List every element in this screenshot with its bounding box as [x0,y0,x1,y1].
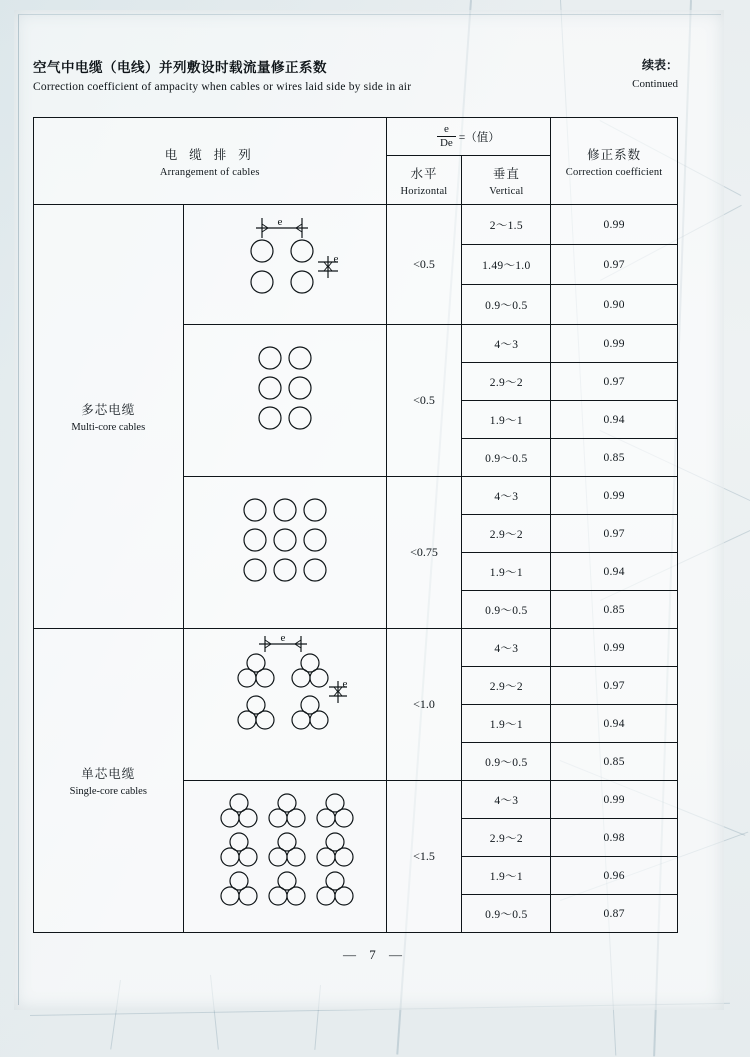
vertical-value: 0.9～0.5 [462,591,551,629]
continued-block [632,56,678,90]
header-vertical-en: Vertical [489,185,524,197]
coefficient-value: 0.97 [551,245,678,285]
header-coefficient-zh: 修正系数 [587,146,642,162]
coefficient-value: 0.94 [551,705,678,743]
ratio-equals: =（值） [458,131,500,144]
coefficient-value: 0.85 [551,439,678,477]
multicore-2x3-diagram [183,325,386,477]
vertical-value: 4～3 [462,629,551,667]
table-row [34,205,678,245]
ratio-denominator: De [439,137,453,149]
group-label-multicore [34,205,184,629]
vertical-value: 2.9～2 [462,363,551,401]
coefficient-value: 0.99 [551,325,678,363]
coefficient-value: 0.99 [551,205,678,245]
page-number: — 7 — [343,947,407,962]
multicore-2x3-icon [210,326,360,476]
ampacity-correction-table [33,117,678,933]
horizontal-value: <0.5 [386,325,462,477]
page-title-zh: 空气中电缆（电线）并列敷设时载流量修正系数 [33,60,327,76]
multicore-2x2-spaced-diagram [183,205,386,325]
vertical-value: 4～3 [462,325,551,363]
vertical-value: 1.49～1.0 [462,245,551,285]
group-label-multicore-en: Multi-core cables [71,422,146,433]
header-horizontal-zh: 水平 [410,165,438,181]
svg-text:e: e [333,252,338,265]
coefficient-value: 0.99 [551,477,678,515]
multicore-3x3-icon [210,478,360,628]
page-title-en: Correction coefficient of ampacity when cables or wires laid side by side in air [33,81,412,93]
vertical-value: 4～3 [462,477,551,515]
title-block [33,56,411,93]
header-horizontal-en: Horizontal [400,185,448,197]
vertical-value: 0.9～0.5 [462,743,551,781]
coefficient-value: 0.99 [551,781,678,819]
header-coefficient [551,118,678,205]
coefficient-value: 0.87 [551,895,678,933]
vertical-value: 1.9～1 [462,401,551,439]
vertical-value: 2.9～2 [462,667,551,705]
singlecore-3x3-trefoil-diagram [183,781,386,933]
coefficient-value: 0.94 [551,401,678,439]
coefficient-value: 0.96 [551,857,678,895]
coefficient-value: 0.99 [551,629,678,667]
horizontal-value: <1.5 [386,781,462,933]
group-label-singlecore [34,629,184,933]
header-vertical [462,156,551,205]
group-label-singlecore-en: Single-core cables [69,786,147,797]
group-label-multicore-zh: 多芯电缆 [81,402,136,417]
continued-label-zh: 续表： [641,58,678,72]
svg-text:e: e [342,677,347,690]
vertical-value: 4～3 [462,781,551,819]
coefficient-value: 0.98 [551,819,678,857]
page-header [33,56,678,93]
vertical-value: 0.9～0.5 [462,439,551,477]
vertical-value: 0.9～0.5 [462,285,551,325]
coefficient-value: 0.90 [551,285,678,325]
ratio-numerator: e [437,123,456,137]
svg-text:e: e [277,215,282,228]
horizontal-value: <0.5 [386,205,462,325]
continued-label-en: Continued [632,78,678,90]
header-arrangement-en: Arrangement of cables [159,166,260,178]
svg-text:e: e [280,631,285,644]
header-coefficient-en: Correction coefficient [565,166,663,178]
vertical-value: 1.9～1 [462,857,551,895]
coefficient-value: 0.97 [551,363,678,401]
vertical-value: 1.9～1 [462,553,551,591]
coefficient-value: 0.97 [551,515,678,553]
table-header-row [34,118,678,156]
vertical-value: 2.9～2 [462,819,551,857]
table-row [34,629,678,667]
coefficient-value: 0.85 [551,743,678,781]
singlecore-3x3-trefoil-icon [190,782,380,932]
coefficient-value: 0.85 [551,591,678,629]
singlecore-2x2-trefoil-icon [195,630,375,780]
coefficient-value: 0.97 [551,667,678,705]
singlecore-2x2-trefoil-diagram [183,629,386,781]
header-vertical-zh: 垂直 [492,165,520,181]
ratio-fraction [437,123,456,149]
header-arrangement [34,118,387,205]
header-horizontal [386,156,462,205]
coefficient-value: 0.94 [551,553,678,591]
vertical-value: 2～1.5 [462,205,551,245]
horizontal-value: <0.75 [386,477,462,629]
horizontal-value: <1.0 [386,629,462,781]
header-arrangement-zh: 电 缆 排 列 [164,146,255,162]
vertical-value: 1.9～1 [462,705,551,743]
multicore-2x2-spaced-icon [210,206,360,324]
group-label-singlecore-zh: 单芯电缆 [81,766,136,781]
vertical-value: 0.9～0.5 [462,895,551,933]
header-ratio [386,118,551,156]
multicore-3x3-diagram [183,477,386,629]
vertical-value: 2.9～2 [462,515,551,553]
